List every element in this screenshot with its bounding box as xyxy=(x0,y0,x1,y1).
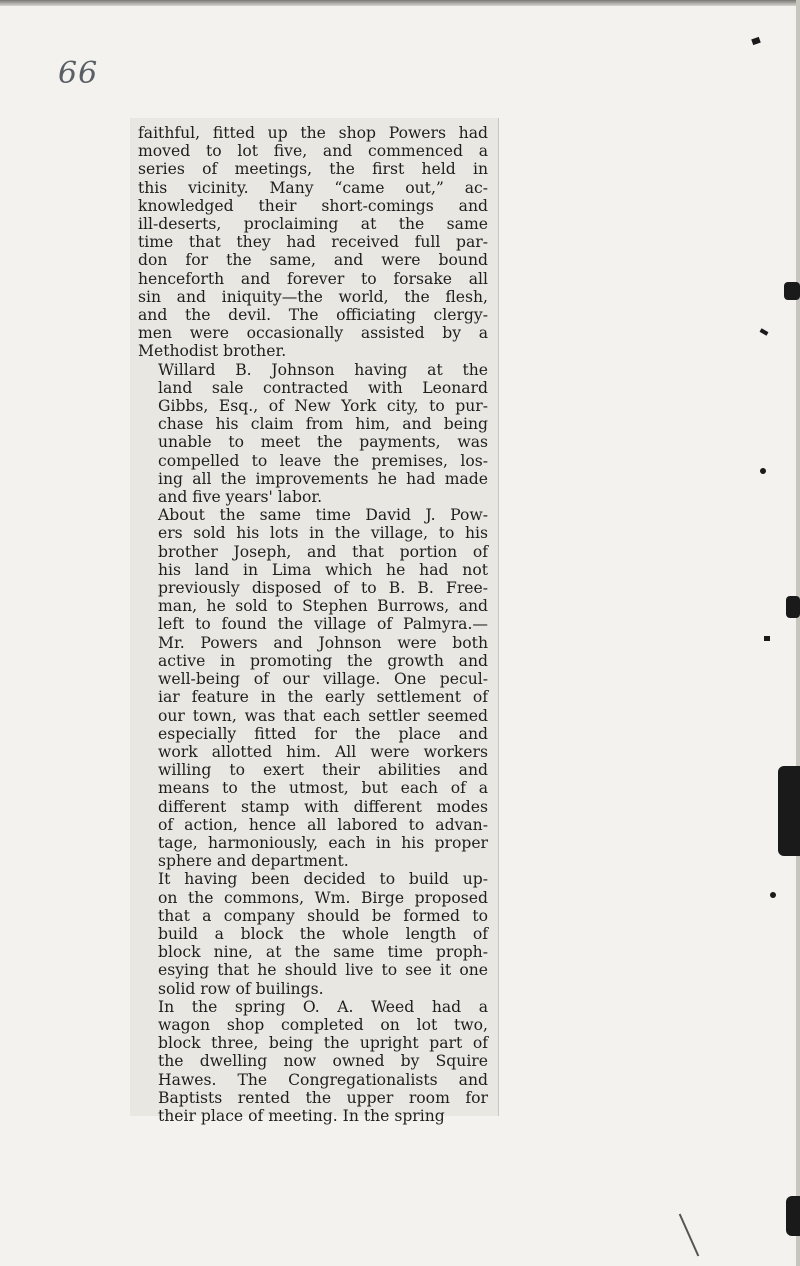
margin-mark xyxy=(786,1196,800,1236)
text-line: willing to exert their abilities and xyxy=(158,761,488,780)
text-line: their place of meeting. In the spring xyxy=(158,1106,445,1125)
text-line: tage, harmoniously, each in his proper xyxy=(158,833,488,852)
handwritten-page-number: 66 xyxy=(58,56,99,91)
margin-mark xyxy=(760,468,766,474)
text-line: henceforth and forever to forsake all xyxy=(138,269,488,288)
text-line: knowledged their short-comings and xyxy=(138,196,488,215)
text-line: Mr. Powers and Johnson were both xyxy=(158,633,488,652)
text-line: time that they had received full par- xyxy=(138,233,488,252)
margin-mark xyxy=(786,596,800,618)
text-line: that a company should be formed to xyxy=(158,906,488,925)
text-line: and five years' labor. xyxy=(158,488,323,507)
text-line: Methodist brother. xyxy=(138,342,287,361)
text-line: esying that he should live to see it one xyxy=(158,961,488,980)
text-line: block three, being the upright part of xyxy=(158,1034,488,1053)
article-paragraph xyxy=(138,870,488,997)
article-paragraph xyxy=(138,124,488,361)
text-line: faithful, fitted up the shop Powers had xyxy=(138,124,488,142)
text-line: his land in Lima which he had not xyxy=(158,560,488,579)
text-line: series of meetings, the first held in xyxy=(138,160,488,179)
text-line: and the devil. The officiating clergy- xyxy=(138,306,488,325)
article-text xyxy=(138,124,488,1125)
text-line: block nine, at the same time proph- xyxy=(158,943,488,962)
text-line: sin and iniquity—the world, the flesh, xyxy=(138,287,488,306)
text-line: previously disposed of to B. B. Free- xyxy=(158,579,488,598)
text-line: About the same time David J. Pow- xyxy=(158,506,488,525)
text-line: the dwelling now owned by Squire xyxy=(158,1052,488,1071)
text-line: don for the same, and were bound xyxy=(138,251,488,270)
margin-mark xyxy=(751,37,761,45)
page-top-edge xyxy=(0,0,800,6)
text-line: Hawes. The Congregationalists and xyxy=(158,1070,488,1089)
text-line: our town, was that each settler seemed xyxy=(158,706,488,725)
text-line: man, he sold to Stephen Burrows, and xyxy=(158,597,488,616)
margin-mark xyxy=(778,766,800,856)
text-line: means to the utmost, but each of a xyxy=(158,779,488,798)
text-line: land sale contracted with Leonard xyxy=(158,378,488,397)
article-paragraph xyxy=(138,506,488,870)
text-line: It having been decided to build up- xyxy=(158,870,488,889)
text-line: brother Joseph, and that portion of xyxy=(158,542,488,561)
text-line: Gibbs, Esq., of New York city, to pur- xyxy=(158,397,488,416)
text-line: work allotted him. All were workers xyxy=(158,742,488,761)
text-line: ill-deserts, proclaiming at the same xyxy=(138,215,488,234)
text-line: different stamp with different modes xyxy=(158,797,488,816)
text-line: ing all the improvements he had made xyxy=(158,469,488,488)
margin-mark xyxy=(679,1214,700,1257)
text-line: iar feature in the early settlement of xyxy=(158,688,488,707)
text-line: on the commons, Wm. Birge proposed xyxy=(158,888,488,907)
text-line: active in promoting the growth and xyxy=(158,651,488,670)
text-line: Baptists rented the upper room for xyxy=(158,1088,488,1107)
text-line: especially fitted for the place and xyxy=(158,724,488,743)
text-line: of action, hence all labored to advan- xyxy=(158,815,488,834)
text-line: Willard B. Johnson having at the xyxy=(158,360,488,379)
text-line: ers sold his lots in the village, to his xyxy=(158,524,488,543)
text-line: In the spring O. A. Weed had a xyxy=(158,997,488,1016)
article-paragraph xyxy=(138,998,488,1125)
page-right-edge xyxy=(796,0,800,1266)
text-line: wagon shop completed on lot two, xyxy=(158,1015,488,1034)
text-line: compelled to leave the premises, los- xyxy=(158,451,488,470)
text-line: moved to lot five, and commenced a xyxy=(138,142,488,161)
margin-mark xyxy=(784,282,800,300)
text-line: left to found the village of Palmyra.— xyxy=(158,615,488,634)
margin-mark xyxy=(760,328,769,335)
text-line: unable to meet the payments, was xyxy=(158,433,488,452)
margin-mark xyxy=(764,636,770,641)
text-line: well-being of our village. One pecul- xyxy=(158,670,488,689)
text-line: this vicinity. Many “came out,” ac- xyxy=(138,178,488,197)
article-paragraph xyxy=(138,361,488,507)
text-line: build a block the whole length of xyxy=(158,924,488,943)
margin-mark xyxy=(770,892,776,898)
text-line: men were occasionally assisted by a xyxy=(138,324,488,343)
text-line: solid row of builings. xyxy=(158,979,324,998)
text-line: chase his claim from him, and being xyxy=(158,415,488,434)
text-line: sphere and department. xyxy=(158,852,349,871)
